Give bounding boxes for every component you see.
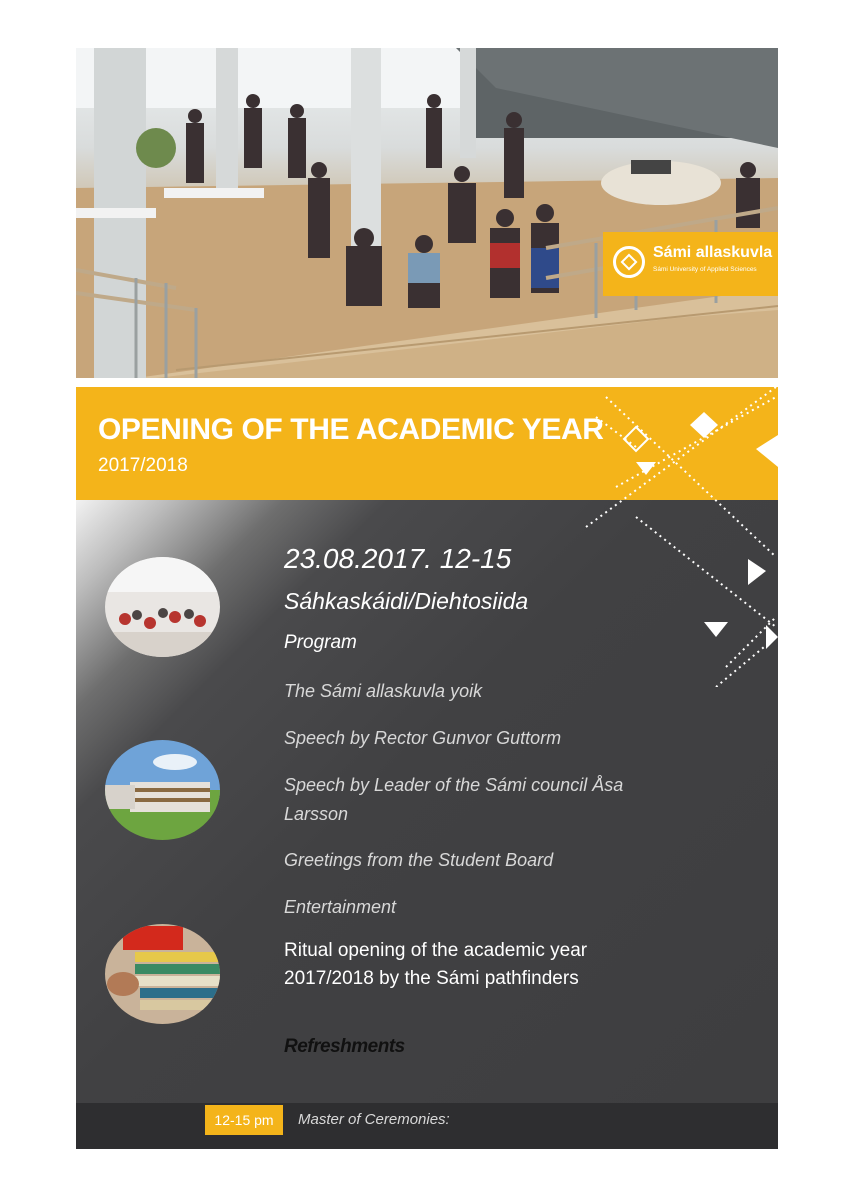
- master-of-ceremonies-label: Master of Ceremonies:: [298, 1111, 450, 1128]
- audience-photo: [105, 557, 220, 657]
- program-heading: Program: [284, 632, 357, 653]
- event-date-time: 23.08.2017. 12-15: [284, 543, 512, 574]
- program-item: Greetings from the Student Board: [284, 850, 554, 870]
- time-badge: 12-15 pm: [205, 1105, 283, 1135]
- books-photo: [105, 924, 220, 1024]
- atrium-scene: [76, 48, 778, 378]
- academic-year: 2017/2018: [98, 455, 188, 476]
- event-venue: Sáhkaskáidi/Diehtosiida: [284, 588, 529, 614]
- refreshments-label: Refreshments: [284, 1036, 405, 1057]
- university-logo: [603, 232, 778, 296]
- logo-name: Sámi allaskuvla: [653, 244, 773, 261]
- sami-sun-icon: [613, 246, 645, 278]
- ritual-opening-line-2: 2017/2018 by the Sámi pathfinders: [284, 968, 579, 989]
- program-item: Entertainment: [284, 897, 397, 917]
- logo-subtitle: Sámi University of Applied Sciences: [653, 266, 757, 273]
- program-item: Speech by Leader of the Sámi council Åsa: [284, 775, 624, 795]
- footer-bar: [76, 1103, 778, 1149]
- program-item: The Sámi allaskuvla yoik: [284, 681, 483, 701]
- header-photo: [76, 48, 778, 378]
- page-title: OPENING OF THE ACADEMIC YEAR: [98, 413, 604, 446]
- program-item-continued: Larsson: [284, 804, 349, 824]
- ritual-opening-line-1: Ritual opening of the academic year: [284, 940, 588, 961]
- campus-building-photo: [105, 740, 220, 840]
- program-item: Speech by Rector Gunvor Guttorm: [284, 728, 562, 748]
